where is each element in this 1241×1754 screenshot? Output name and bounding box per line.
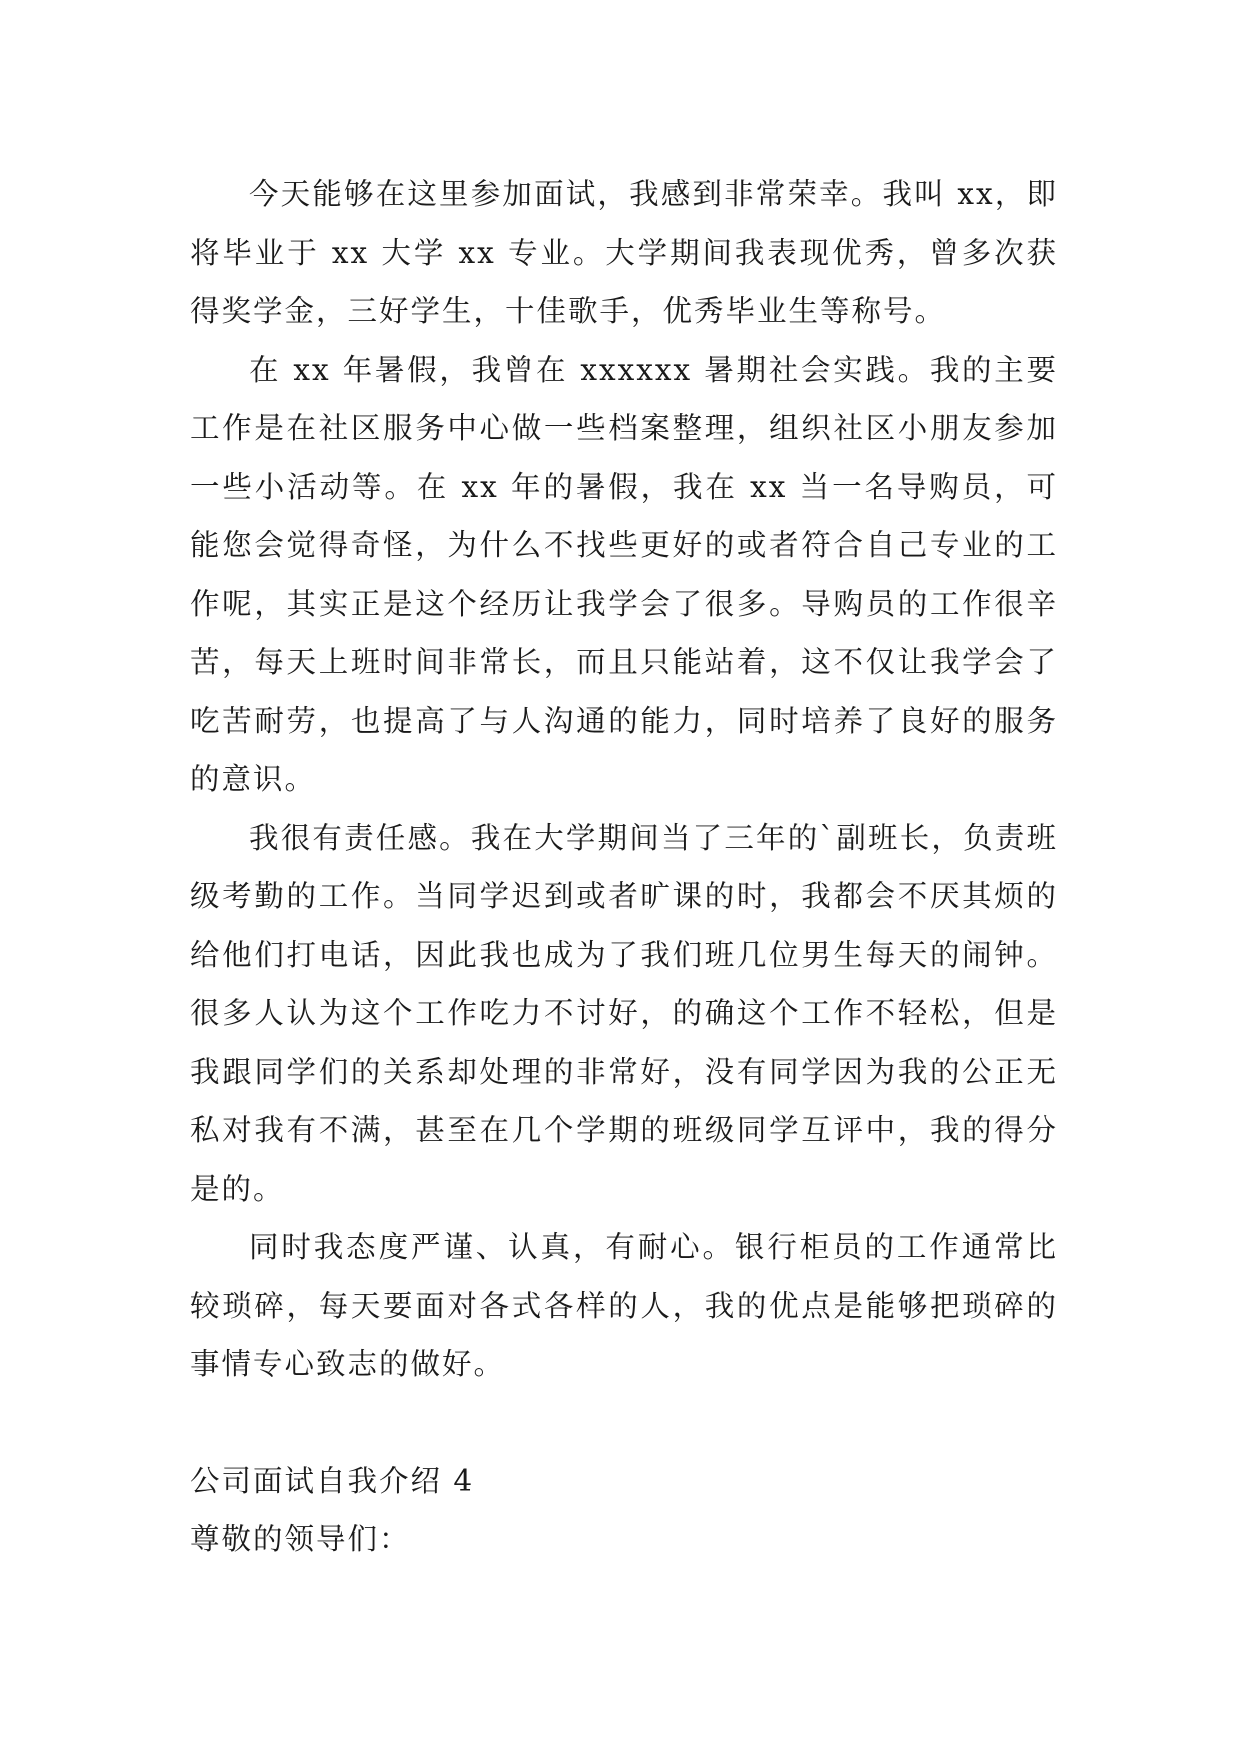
paragraph-summer-practice: 在 xx 年暑假，我曾在 xxxxxx 暑期社会实践。我的主要工作是在社区服务中心做一些档案整理，组织社区小朋友参加一些小活动等。在 xx 年的暑假，我在 xx 当一名导购员，可能您会觉得奇怪，为什么不找些更好的或者符合自己专业的工作呢，其实正是这个经历让我学会了很多。导购员的工作很辛苦，每天上班时间非常长，而且只能站着，这不仅让我学会了吃苦耐劳，也提高了与人沟通的能力，同时培养了良好的服务的意识。 xyxy=(190,352,1058,796)
paragraph-responsibility: 我很有责任感。我在大学期间当了三年的`副班长，负责班级考勤的工作。当同学迟到或者旷课的时，我都会不厌其烦的给他们打电话，因此我也成为了我们班几位男生每天的闹钟。很多人认为这个工作吃力不讨好，的确这个工作不轻松，但是我跟同学们的关系却处理的非常好，没有同学因为我的公正无私对我有不满，甚至在几个学期的班级同学互评中，我的得分是的。 xyxy=(190,820,1058,1206)
greeting-line: 尊敬的领导们： xyxy=(190,1522,411,1556)
paragraph-attitude: 同时我态度严谨、认真，有耐心。银行柜员的工作通常比较琐碎，每天要面对各式各样的人，我的优点是能够把琐碎的事情专心致志的做好。 xyxy=(190,1230,1058,1381)
document-page xyxy=(190,165,1058,1569)
section-heading: 公司面试自我介绍 4 xyxy=(190,1463,475,1498)
paragraph-introduction: 今天能够在这里参加面试，我感到非常荣幸。我叫 xx，即将毕业于 xx 大学 xx 专业。大学期间我表现优秀，曾多次获得奖学金，三好学生，十佳歌手，优秀毕业生等称号。 xyxy=(190,177,1058,328)
